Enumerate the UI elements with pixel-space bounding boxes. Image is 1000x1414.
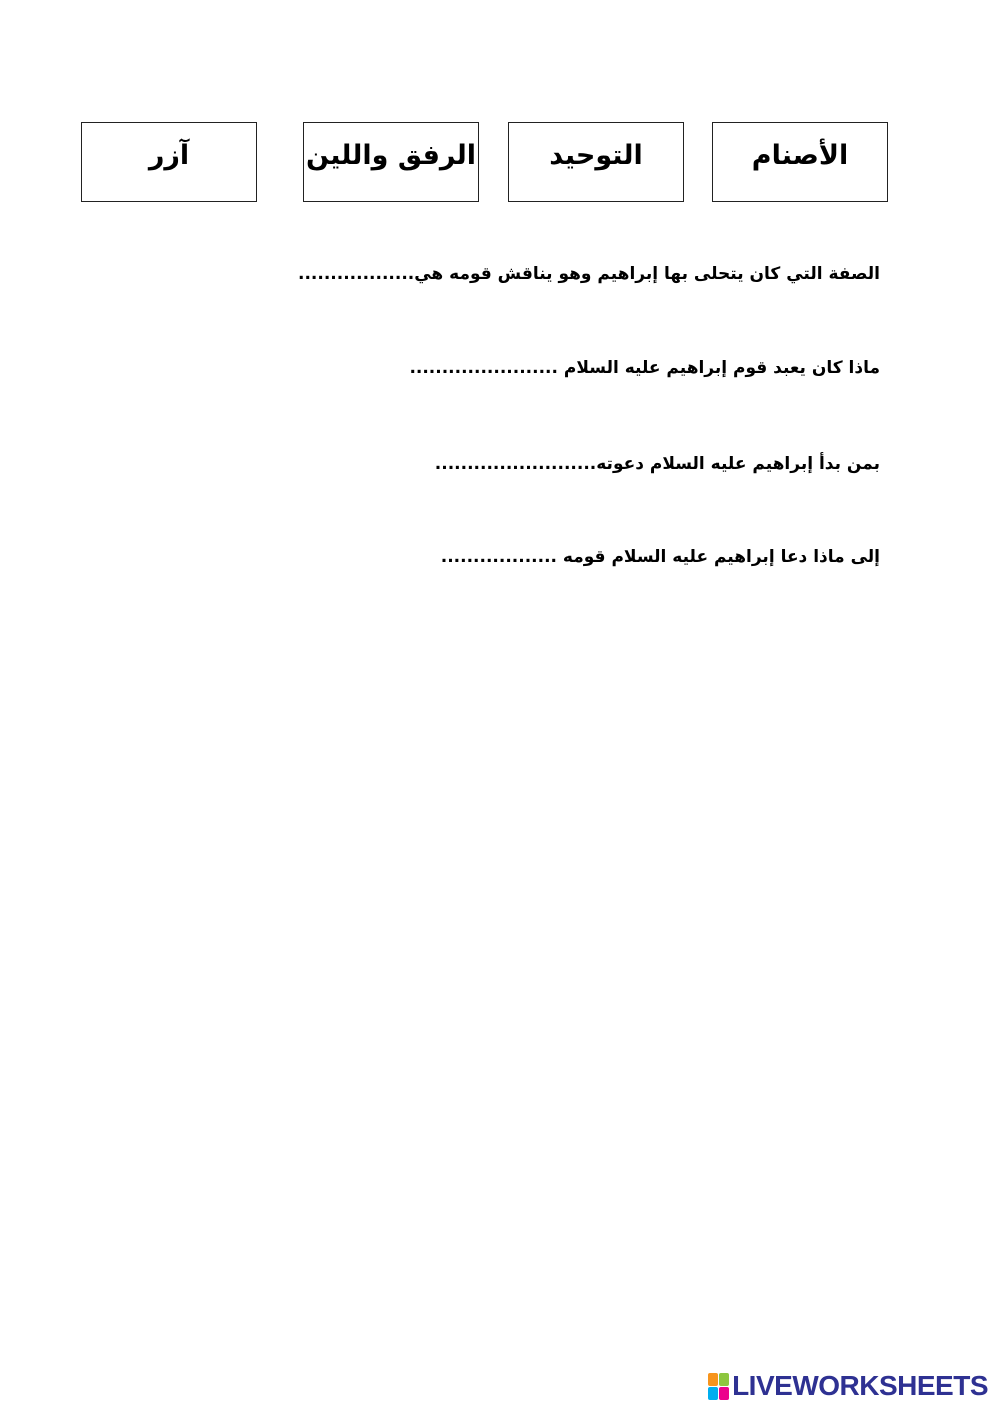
question-3 — [435, 454, 880, 474]
word-card[interactable]: التوحيد — [508, 122, 684, 202]
answer-blank[interactable]: ......................... — [434, 454, 597, 474]
logo-square — [708, 1387, 718, 1400]
answer-blank[interactable]: .................. — [440, 547, 557, 567]
word-card[interactable]: الأصنام — [712, 122, 888, 202]
question-text: بمن بدأ إبراهيم عليه السلام دعوته — [596, 454, 880, 474]
liveworksheets-brand — [708, 1370, 988, 1402]
logo-square — [719, 1387, 729, 1400]
brand-name: LIVEWORKSHEETS — [732, 1370, 988, 1401]
question-1 — [298, 264, 880, 284]
question-text: ماذا كان يعبد قوم إبراهيم عليه السلام — [557, 358, 880, 378]
question-4 — [441, 547, 880, 567]
question-text: إلى ماذا دعا إبراهيم عليه السلام قومه — [557, 547, 880, 567]
logo-square — [708, 1373, 718, 1386]
answer-blank[interactable]: ....................... — [409, 358, 558, 378]
answer-blank[interactable]: .................. — [297, 264, 415, 284]
word-card[interactable]: آزر — [81, 122, 257, 202]
word-bank — [0, 122, 1000, 204]
logo-square — [719, 1373, 729, 1386]
question-2 — [409, 358, 880, 378]
question-text: الصفة التي كان يتحلى بها إبراهيم وهو يناقش قومه هي — [414, 264, 880, 284]
liveworksheets-logo-icon — [708, 1373, 729, 1400]
word-card[interactable]: الرفق واللين — [303, 122, 479, 202]
